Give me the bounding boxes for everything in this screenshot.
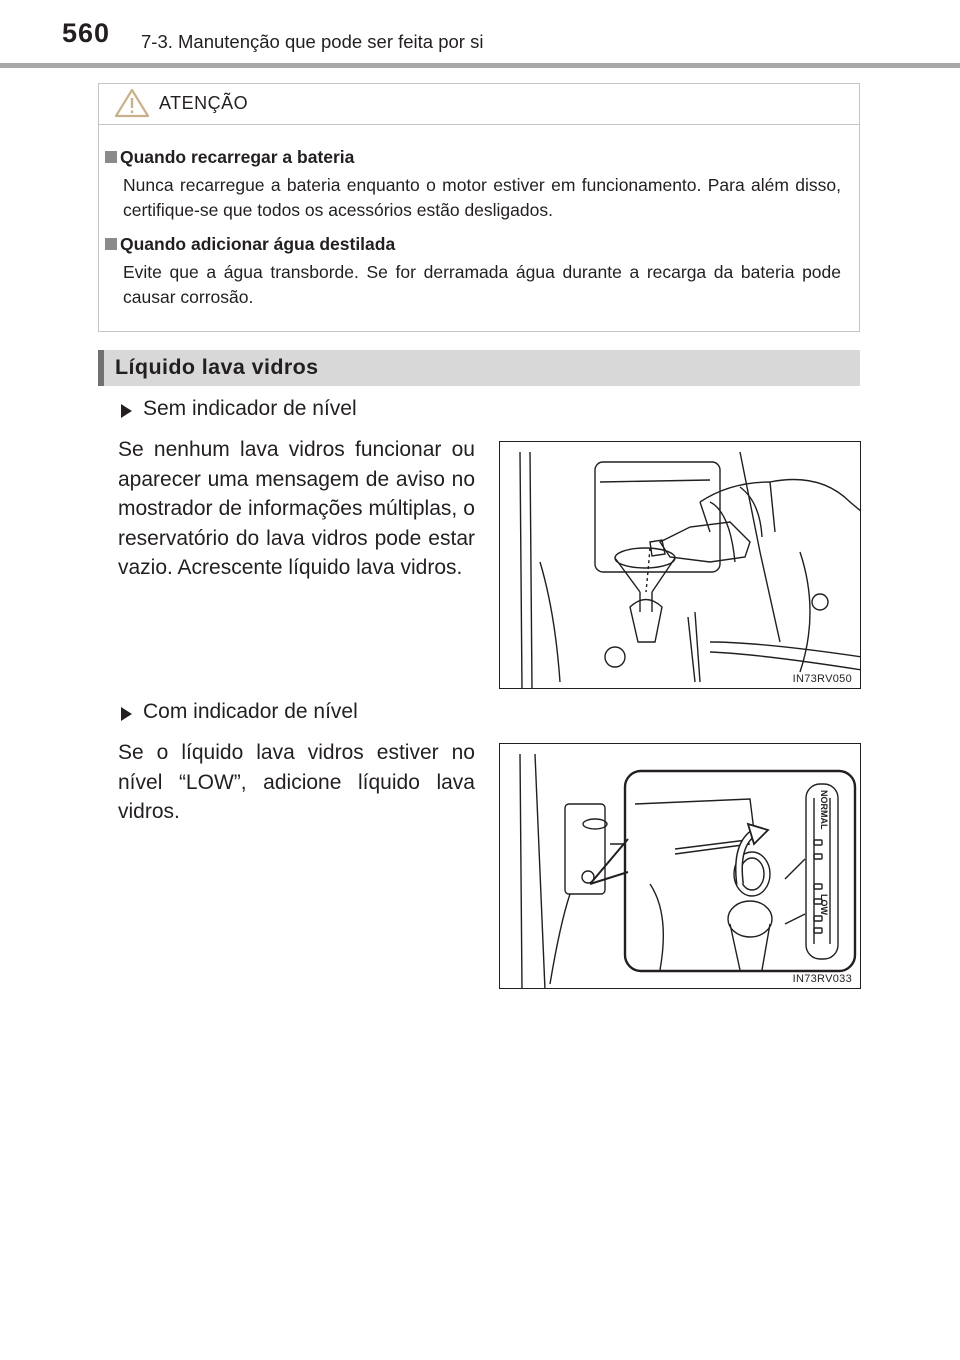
warning-triangle-icon [114, 88, 150, 118]
caution-item-title: Quando adicionar água destilada [120, 234, 396, 254]
square-bullet-icon [105, 238, 117, 250]
gauge-label-normal: NORMAL [819, 790, 829, 830]
square-bullet-icon [105, 151, 117, 163]
subsection-heading-text: Com indicador de nível [143, 700, 358, 723]
section-accent [98, 350, 104, 386]
refill-illustration [500, 442, 861, 689]
figure-code: IN73RV033 [792, 973, 852, 985]
level-gauge-illustration [500, 744, 861, 989]
caution-header [99, 84, 859, 125]
figure-level-gauge [499, 743, 861, 989]
caution-item-title: Quando recarregar a bateria [120, 147, 355, 167]
subsection-paragraph: Se nenhum lava vidros funcionar ou aparecer uma mensagem de aviso no mostrador de informações múltiplas, o reservatório do lava vidros pode estar vazio. Acrescente líquido lava vidros. [118, 438, 475, 580]
caution-item-body: Evite que a água transborde. Se for derramada água durante a recarga da bateria pode causar corrosão. [123, 262, 841, 307]
page-number: 560 [62, 18, 111, 48]
section-heading [98, 350, 860, 386]
triangle-bullet-icon [121, 404, 132, 418]
subsection-paragraph: Se o líquido lava vidros estiver no nível “LOW”, adicione líquido lava vidros. [118, 741, 475, 824]
caution-box [98, 83, 860, 332]
figure-refill-funnel [499, 441, 861, 689]
caution-item-body: Nunca recarregue a bateria enquanto o motor estiver em funcionamento. Para além disso, certifique-se que todos os acessórios estão desligados. [123, 175, 841, 220]
section-title: Líquido lava vidros [115, 355, 319, 379]
subsection-heading-text: Sem indicador de nível [143, 397, 357, 420]
gauge-label-low: LOW [819, 894, 829, 915]
caution-title: ATENÇÃO [159, 93, 249, 113]
header-rule [0, 63, 960, 68]
running-header: 7-3. Manutenção que pode ser feita por si [141, 31, 484, 52]
figure-code: IN73RV050 [792, 673, 852, 685]
triangle-bullet-icon [121, 707, 132, 721]
